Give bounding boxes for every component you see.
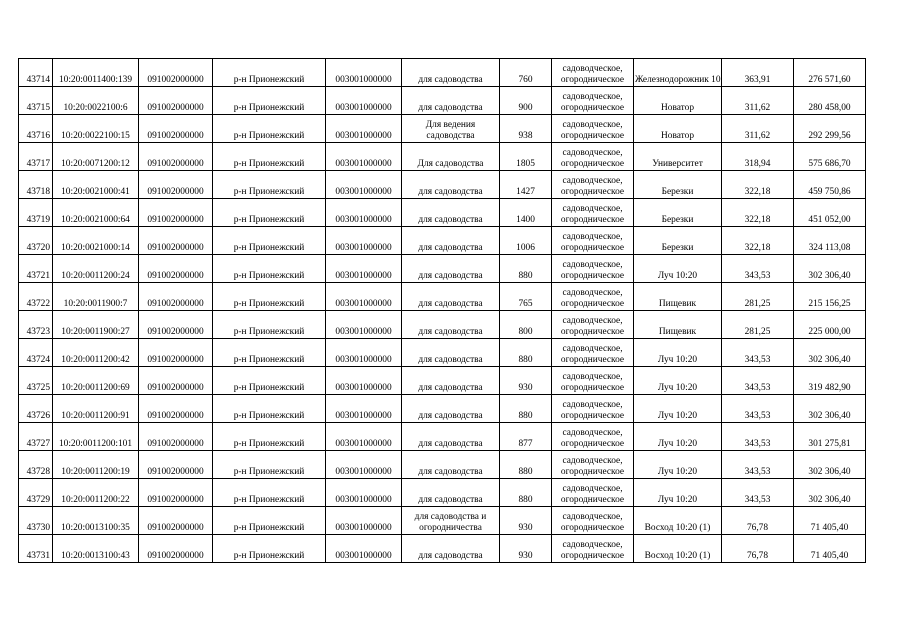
cadastral-value-cell: 280 458,00	[794, 87, 866, 115]
row-number-cell: 43726	[19, 395, 53, 423]
category-cell: садоводческое, огородническое	[552, 283, 634, 311]
rate-cell: 318,94	[722, 143, 794, 171]
area-cell: 938	[500, 115, 552, 143]
purpose-cell: для садоводства	[402, 171, 500, 199]
zone-code-cell: 003001000000	[326, 59, 402, 87]
cadastral-value-cell: 71 405,40	[794, 507, 866, 535]
district-cell: р-н Прионежский	[213, 423, 326, 451]
territory-code-cell: 091002000000	[139, 395, 213, 423]
row-number-cell: 43727	[19, 423, 53, 451]
district-cell: р-н Прионежский	[213, 171, 326, 199]
place-cell: Новатор	[634, 115, 722, 143]
area-cell: 1427	[500, 171, 552, 199]
purpose-cell: для садоводства	[402, 283, 500, 311]
place-cell: Луч 10:20	[634, 479, 722, 507]
purpose-cell: для садоводства и огородничества	[402, 507, 500, 535]
district-cell: р-н Прионежский	[213, 479, 326, 507]
row-number-cell: 43714	[19, 59, 53, 87]
table-row	[19, 339, 866, 367]
purpose-cell: для садоводства	[402, 395, 500, 423]
cadastral-number-cell: 10:20:0071200:12	[53, 143, 139, 171]
cadastral-value-cell: 225 000,00	[794, 311, 866, 339]
table-row	[19, 423, 866, 451]
cadastral-number-cell: 10:20:0011200:42	[53, 339, 139, 367]
territory-code-cell: 091002000000	[139, 87, 213, 115]
rate-cell: 281,25	[722, 283, 794, 311]
area-cell: 1805	[500, 143, 552, 171]
cadastral-value-cell: 324 113,08	[794, 227, 866, 255]
rate-cell: 76,78	[722, 507, 794, 535]
category-cell: садоводческое, огородническое	[552, 255, 634, 283]
place-cell: Луч 10:20	[634, 255, 722, 283]
category-cell: садоводческое, огородническое	[552, 423, 634, 451]
area-cell: 880	[500, 339, 552, 367]
category-cell: садоводческое, огородническое	[552, 535, 634, 563]
territory-code-cell: 091002000000	[139, 479, 213, 507]
cadastral-number-cell: 10:20:0022100:15	[53, 115, 139, 143]
district-cell: р-н Прионежский	[213, 143, 326, 171]
purpose-cell: для садоводства	[402, 367, 500, 395]
district-cell: р-н Прионежский	[213, 395, 326, 423]
zone-code-cell: 003001000000	[326, 115, 402, 143]
zone-code-cell: 003001000000	[326, 171, 402, 199]
category-cell: садоводческое, огородническое	[552, 87, 634, 115]
area-cell: 880	[500, 255, 552, 283]
cadastral-value-cell: 302 306,40	[794, 255, 866, 283]
category-cell: садоводческое, огородническое	[552, 395, 634, 423]
rate-cell: 363,91	[722, 59, 794, 87]
place-cell: Восход 10:20 (1)	[634, 535, 722, 563]
table-row	[19, 171, 866, 199]
place-cell: Луч 10:20	[634, 339, 722, 367]
place-cell: Луч 10:20	[634, 367, 722, 395]
rate-cell: 76,78	[722, 535, 794, 563]
district-cell: р-н Прионежский	[213, 115, 326, 143]
row-number-cell: 43715	[19, 87, 53, 115]
cadastral-number-cell: 10:20:0011900:27	[53, 311, 139, 339]
category-cell: садоводческое, огородническое	[552, 311, 634, 339]
land-plots-table	[18, 58, 866, 563]
row-number-cell: 43731	[19, 535, 53, 563]
area-cell: 900	[500, 87, 552, 115]
place-cell: Новатор	[634, 87, 722, 115]
cadastral-value-cell: 301 275,81	[794, 423, 866, 451]
area-cell: 930	[500, 535, 552, 563]
territory-code-cell: 091002000000	[139, 199, 213, 227]
territory-code-cell: 091002000000	[139, 143, 213, 171]
purpose-cell: Для садоводства	[402, 143, 500, 171]
category-cell: садоводческое, огородническое	[552, 479, 634, 507]
row-number-cell: 43719	[19, 199, 53, 227]
cadastral-number-cell: 10:20:0011200:91	[53, 395, 139, 423]
purpose-cell: для садоводства	[402, 535, 500, 563]
row-number-cell: 43724	[19, 339, 53, 367]
cadastral-value-cell: 292 299,56	[794, 115, 866, 143]
zone-code-cell: 003001000000	[326, 451, 402, 479]
place-cell: Березки	[634, 171, 722, 199]
area-cell: 877	[500, 423, 552, 451]
table-row	[19, 311, 866, 339]
place-cell: Железнодорожник 10	[634, 59, 722, 87]
row-number-cell: 43718	[19, 171, 53, 199]
category-cell: садоводческое, огородническое	[552, 143, 634, 171]
district-cell: р-н Прионежский	[213, 311, 326, 339]
territory-code-cell: 091002000000	[139, 423, 213, 451]
territory-code-cell: 091002000000	[139, 283, 213, 311]
category-cell: садоводческое, огородническое	[552, 171, 634, 199]
cadastral-number-cell: 10:20:0021000:64	[53, 199, 139, 227]
cadastral-number-cell: 10:20:0021000:14	[53, 227, 139, 255]
rate-cell: 322,18	[722, 227, 794, 255]
place-cell: Луч 10:20	[634, 423, 722, 451]
cadastral-number-cell: 10:20:0011900:7	[53, 283, 139, 311]
zone-code-cell: 003001000000	[326, 339, 402, 367]
row-number-cell: 43720	[19, 227, 53, 255]
row-number-cell: 43716	[19, 115, 53, 143]
cadastral-value-cell: 215 156,25	[794, 283, 866, 311]
table-row	[19, 199, 866, 227]
cadastral-value-cell: 302 306,40	[794, 395, 866, 423]
district-cell: р-н Прионежский	[213, 255, 326, 283]
territory-code-cell: 091002000000	[139, 367, 213, 395]
cadastral-number-cell: 10:20:0021000:41	[53, 171, 139, 199]
row-number-cell: 43728	[19, 451, 53, 479]
purpose-cell: для садоводства	[402, 451, 500, 479]
table-row	[19, 395, 866, 423]
place-cell: Луч 10:20	[634, 395, 722, 423]
area-cell: 880	[500, 479, 552, 507]
territory-code-cell: 091002000000	[139, 507, 213, 535]
rate-cell: 311,62	[722, 87, 794, 115]
purpose-cell: для садоводства	[402, 199, 500, 227]
zone-code-cell: 003001000000	[326, 423, 402, 451]
cadastral-value-cell: 459 750,86	[794, 171, 866, 199]
zone-code-cell: 003001000000	[326, 143, 402, 171]
rate-cell: 311,62	[722, 115, 794, 143]
district-cell: р-н Прионежский	[213, 199, 326, 227]
category-cell: садоводческое, огородническое	[552, 339, 634, 367]
cadastral-value-cell: 319 482,90	[794, 367, 866, 395]
rate-cell: 343,53	[722, 367, 794, 395]
district-cell: р-н Прионежский	[213, 535, 326, 563]
cadastral-value-cell: 302 306,40	[794, 451, 866, 479]
table-row	[19, 367, 866, 395]
territory-code-cell: 091002000000	[139, 227, 213, 255]
rate-cell: 281,25	[722, 311, 794, 339]
zone-code-cell: 003001000000	[326, 535, 402, 563]
territory-code-cell: 091002000000	[139, 59, 213, 87]
area-cell: 800	[500, 311, 552, 339]
zone-code-cell: 003001000000	[326, 395, 402, 423]
table-row	[19, 451, 866, 479]
territory-code-cell: 091002000000	[139, 535, 213, 563]
table-body	[19, 59, 866, 563]
cadastral-number-cell: 10:20:0022100:6	[53, 87, 139, 115]
category-cell: садоводческое, огородническое	[552, 367, 634, 395]
district-cell: р-н Прионежский	[213, 507, 326, 535]
area-cell: 765	[500, 283, 552, 311]
zone-code-cell: 003001000000	[326, 255, 402, 283]
territory-code-cell: 091002000000	[139, 255, 213, 283]
purpose-cell: для садоводства	[402, 59, 500, 87]
purpose-cell: для садоводства	[402, 339, 500, 367]
purpose-cell: для садоводства	[402, 423, 500, 451]
table-row	[19, 255, 866, 283]
category-cell: садоводческое, огородническое	[552, 59, 634, 87]
cadastral-number-cell: 10:20:0011200:22	[53, 479, 139, 507]
category-cell: садоводческое, огородническое	[552, 115, 634, 143]
rate-cell: 343,53	[722, 255, 794, 283]
category-cell: садоводческое, огородническое	[552, 199, 634, 227]
purpose-cell: для садоводства	[402, 479, 500, 507]
cadastral-value-cell: 575 686,70	[794, 143, 866, 171]
district-cell: р-н Прионежский	[213, 283, 326, 311]
district-cell: р-н Прионежский	[213, 87, 326, 115]
row-number-cell: 43729	[19, 479, 53, 507]
table-row	[19, 115, 866, 143]
row-number-cell: 43721	[19, 255, 53, 283]
row-number-cell: 43725	[19, 367, 53, 395]
district-cell: р-н Прионежский	[213, 367, 326, 395]
rate-cell: 343,53	[722, 479, 794, 507]
district-cell: р-н Прионежский	[213, 227, 326, 255]
area-cell: 880	[500, 395, 552, 423]
area-cell: 760	[500, 59, 552, 87]
table-row	[19, 507, 866, 535]
zone-code-cell: 003001000000	[326, 479, 402, 507]
category-cell: садоводческое, огородническое	[552, 507, 634, 535]
place-cell: Пищевик	[634, 311, 722, 339]
place-cell: Луч 10:20	[634, 451, 722, 479]
territory-code-cell: 091002000000	[139, 115, 213, 143]
table-row	[19, 143, 866, 171]
district-cell: р-н Прионежский	[213, 339, 326, 367]
rate-cell: 343,53	[722, 395, 794, 423]
zone-code-cell: 003001000000	[326, 507, 402, 535]
purpose-cell: для садоводства	[402, 87, 500, 115]
area-cell: 930	[500, 367, 552, 395]
rate-cell: 343,53	[722, 339, 794, 367]
territory-code-cell: 091002000000	[139, 451, 213, 479]
purpose-cell: Для ведения садоводства	[402, 115, 500, 143]
place-cell: Пищевик	[634, 283, 722, 311]
row-number-cell: 43723	[19, 311, 53, 339]
zone-code-cell: 003001000000	[326, 283, 402, 311]
cadastral-value-cell: 302 306,40	[794, 339, 866, 367]
cadastral-number-cell: 10:20:0011200:19	[53, 451, 139, 479]
zone-code-cell: 003001000000	[326, 227, 402, 255]
place-cell: Березки	[634, 227, 722, 255]
district-cell: р-н Прионежский	[213, 59, 326, 87]
cadastral-value-cell: 302 306,40	[794, 479, 866, 507]
cadastral-value-cell: 451 052,00	[794, 199, 866, 227]
rate-cell: 322,18	[722, 171, 794, 199]
territory-code-cell: 091002000000	[139, 311, 213, 339]
place-cell: Университет	[634, 143, 722, 171]
zone-code-cell: 003001000000	[326, 367, 402, 395]
table-row	[19, 283, 866, 311]
row-number-cell: 43730	[19, 507, 53, 535]
row-number-cell: 43717	[19, 143, 53, 171]
purpose-cell: для садоводства	[402, 311, 500, 339]
zone-code-cell: 003001000000	[326, 311, 402, 339]
area-cell: 1006	[500, 227, 552, 255]
category-cell: садоводческое, огородническое	[552, 227, 634, 255]
category-cell: садоводческое, огородническое	[552, 451, 634, 479]
cadastral-number-cell: 10:20:0011200:69	[53, 367, 139, 395]
area-cell: 930	[500, 507, 552, 535]
district-cell: р-н Прионежский	[213, 451, 326, 479]
table-row	[19, 479, 866, 507]
place-cell: Березки	[634, 199, 722, 227]
table-row	[19, 227, 866, 255]
cadastral-number-cell: 10:20:0011400:139	[53, 59, 139, 87]
row-number-cell: 43722	[19, 283, 53, 311]
rate-cell: 343,53	[722, 451, 794, 479]
cadastral-number-cell: 10:20:0013100:43	[53, 535, 139, 563]
cadastral-number-cell: 10:20:0011200:101	[53, 423, 139, 451]
cadastral-value-cell: 71 405,40	[794, 535, 866, 563]
cadastral-number-cell: 10:20:0011200:24	[53, 255, 139, 283]
territory-code-cell: 091002000000	[139, 171, 213, 199]
purpose-cell: для садоводства	[402, 227, 500, 255]
table-row	[19, 59, 866, 87]
area-cell: 880	[500, 451, 552, 479]
place-cell: Восход 10:20 (1)	[634, 507, 722, 535]
territory-code-cell: 091002000000	[139, 339, 213, 367]
zone-code-cell: 003001000000	[326, 199, 402, 227]
table-row	[19, 87, 866, 115]
purpose-cell: для садоводства	[402, 255, 500, 283]
table-row	[19, 535, 866, 563]
area-cell: 1400	[500, 199, 552, 227]
rate-cell: 343,53	[722, 423, 794, 451]
zone-code-cell: 003001000000	[326, 87, 402, 115]
cadastral-number-cell: 10:20:0013100:35	[53, 507, 139, 535]
cadastral-value-cell: 276 571,60	[794, 59, 866, 87]
rate-cell: 322,18	[722, 199, 794, 227]
